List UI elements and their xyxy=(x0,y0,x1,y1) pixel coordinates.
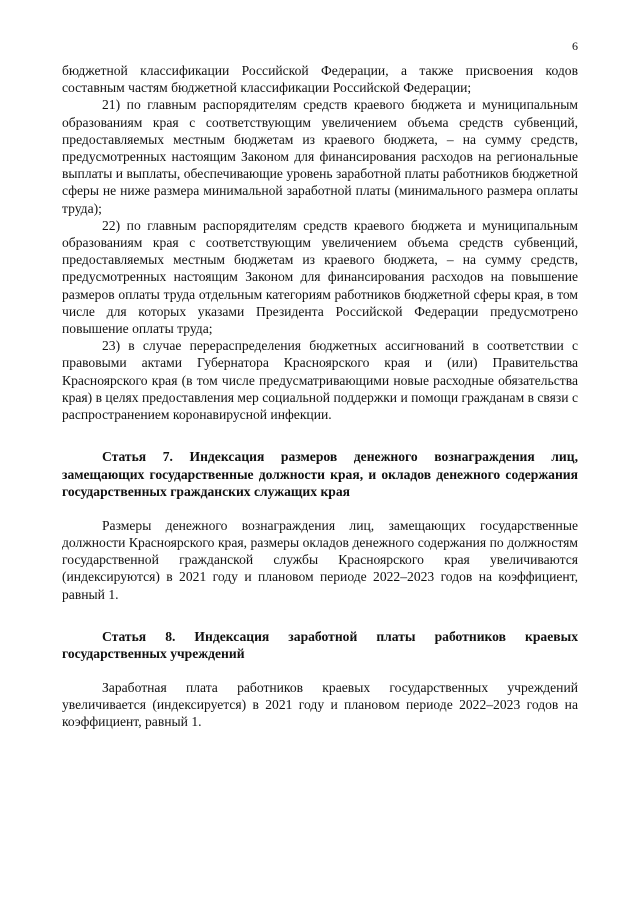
item-23-paragraph: 23) в случае перераспределения бюджетных ассигнований в соответствии с правовыми актами Губернатора Красноярского края и (или) Правительства Красноярского края (в том числе предусматривающими новые расходные обязательства края) в целях предоставления мер социальной поддержки и помощи гражданам в связи с распространением коронавирусной инфекции. xyxy=(62,338,578,423)
document-body xyxy=(62,62,578,730)
article-7-body: Размеры денежного вознаграждения лиц, замещающих государственные должности Красноярского края, размеры окладов денежного содержания по должностям государственной гражданской службы Красноярского края увеличиваются (индексируются) в 2021 году и плановом периоде 2022–2023 годов на коэффициент, равный 1. xyxy=(62,517,578,602)
article-8-heading: Статья 8. Индексация заработной платы работников краевых государственных учреждений xyxy=(62,628,578,662)
item-22-paragraph: 22) по главным распорядителям средств краевого бюджета и муниципальным образованиям края с соответствующим увеличением объема средств субвенций, предоставляемых местным бюджетам из краевого бюджета, – на сумму средств, предусмотренных настоящим Законом для финансирования расходов на повышение размеров оплаты труда отдельным категориям работников бюджетной сферы края, в том числе для которых указами Президента Российской Федерации предусмотрено повышение оплаты труда; xyxy=(62,217,578,337)
article-7-heading: Статья 7. Индексация размеров денежного вознаграждения лиц, замещающих государственные должности края, и окладов денежного содержания государственных гражданских служащих края xyxy=(62,449,578,500)
page-number: 6 xyxy=(572,39,578,53)
intro-tail-paragraph: бюджетной классификации Российской Федерации, а также присвоения кодов составным частям бюджетной классификации Российской Федерации; xyxy=(62,63,578,96)
article-8-body: Заработная плата работников краевых государственных учреждений увеличивается (индексируется) в 2021 году и плановом периоде 2022–2023 годов на коэффициент, равный 1. xyxy=(62,679,578,730)
item-21-paragraph: 21) по главным распорядителям средств краевого бюджета и муниципальным образованиям края с соответствующим увеличением объема средств субвенций, предоставляемых местным бюджетам из краевого бюджета, – на сумму средств, предусмотренных настоящим Законом для финансирования расходов на региональные выплаты и выплаты, обеспечивающие уровень заработной платы работников бюджетной сферы не ниже размера минимальной заработной платы (минимального размера оплаты труда); xyxy=(62,97,578,216)
